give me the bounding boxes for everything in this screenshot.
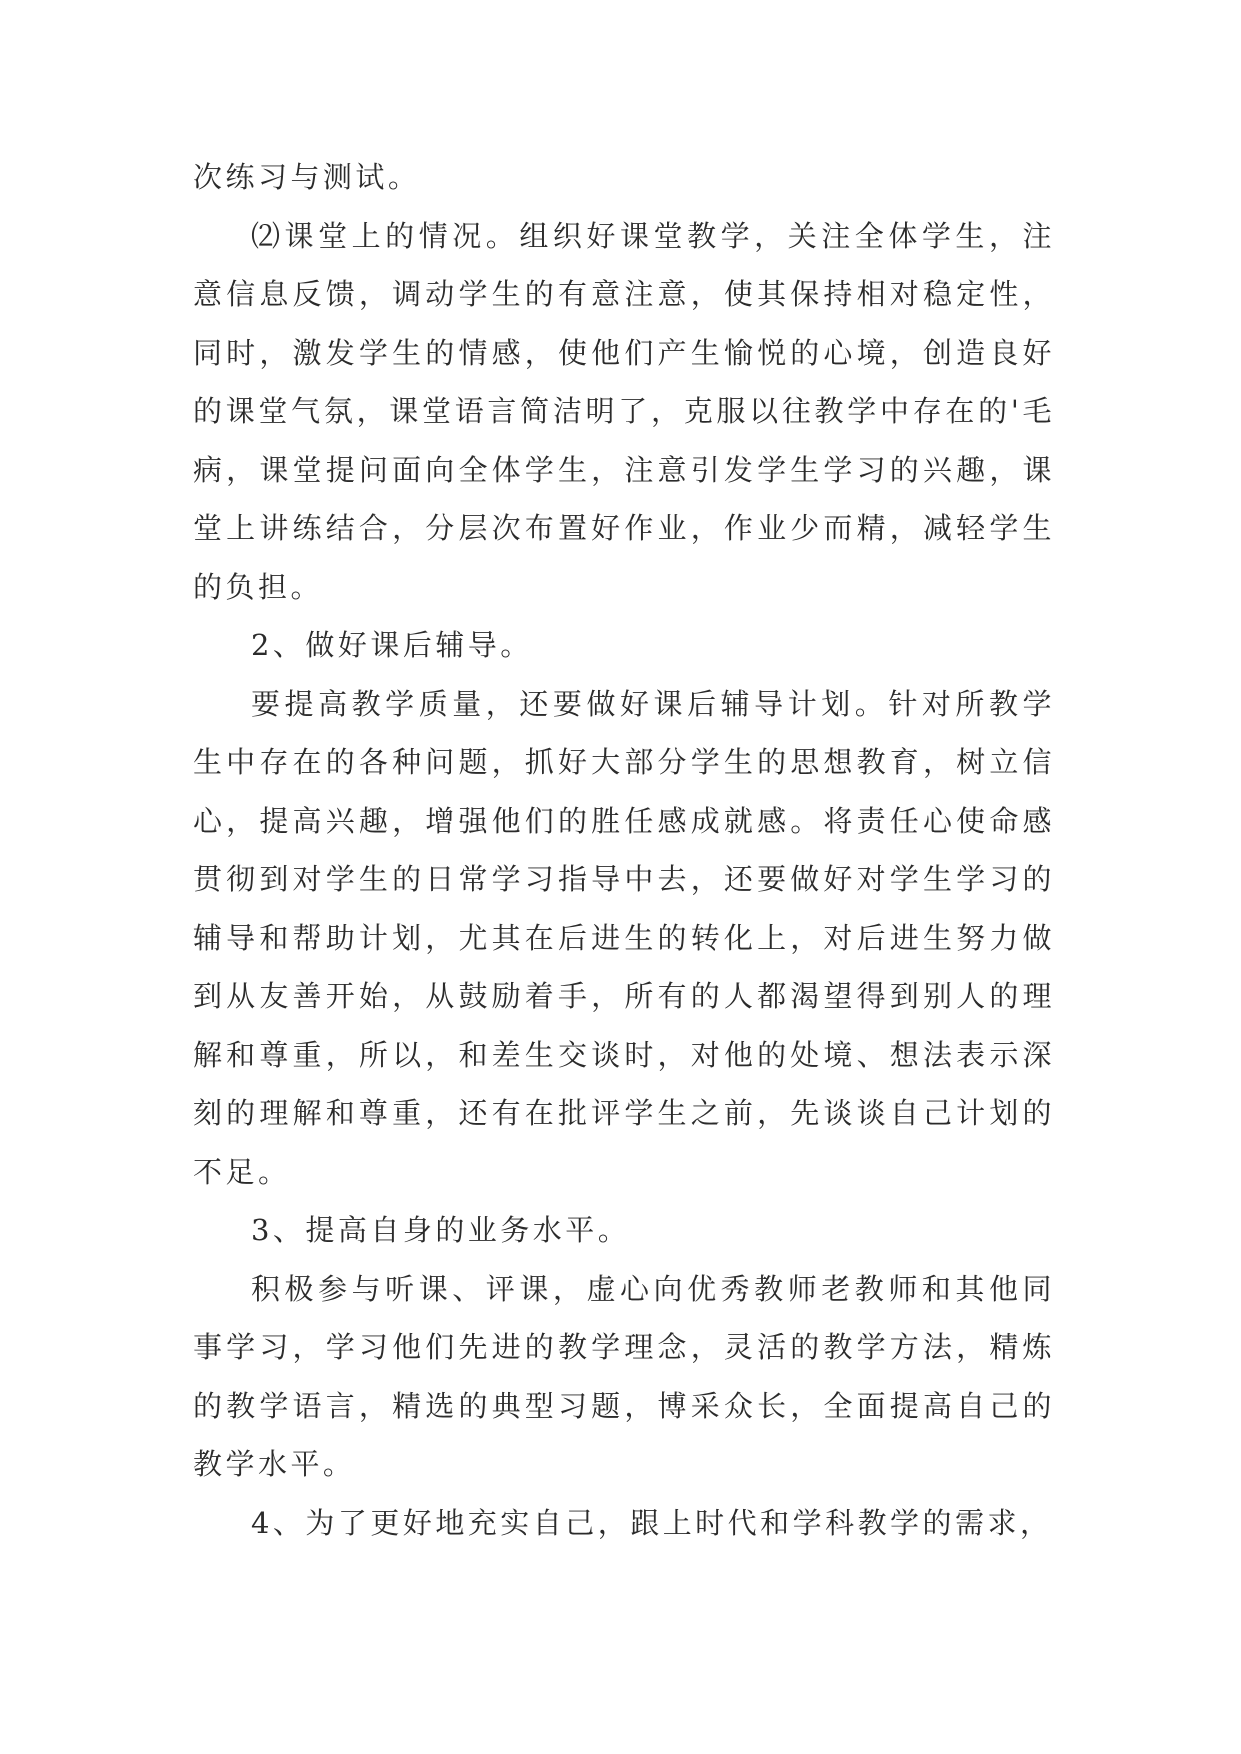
- heading-after-class-tutoring: 2、做好课后辅导。: [251, 628, 533, 662]
- paragraph-tutoring-plan: 要提高教学质量，还要做好课后辅导计划。针对所教学生中存在的各种问题，抓好大部分学生的思想教育，树立信心，提高兴趣，增强他们的胜任感成就感。将责任心使命感贯彻到对学生的日常学习指导中去，还要做好对学生学习的辅导和帮助计划，尤其在后进生的转化上，对后进生努力做到从友善开始，从鼓励着手，所有的人都渴望得到别人的理解和尊重，所以，和差生交谈时，对他的处境、想法表示深刻的理解和尊重，还有在批评学生之前，先谈谈自己计划的不足。: [193, 686, 1055, 1189]
- document-page: [193, 148, 1055, 1552]
- paragraph-continuation: 次练习与测试。: [193, 160, 421, 194]
- paragraph-self-improvement: 4、为了更好地充实自己，跟上时代和学科教学的需求，: [251, 1505, 1053, 1540]
- paragraph-classroom-situation: ⑵课堂上的情况。组织好课堂教学，关注全体学生，注意信息反馈，调动学生的有意注意，使其保持相对稳定性，同时，激发学生的情感，使他们产生愉悦的心境，创造良好的课堂气氛，课堂语言简洁明了，克服以往教学中存在的'毛病，课堂提问面向全体学生，注意引发学生学习的兴趣，课堂上讲练结合，分层次布置好作业，作业少而精，减轻学生的负担。: [193, 218, 1055, 604]
- heading-professional-level: 3、提高自身的业务水平。: [251, 1213, 631, 1247]
- paragraph-lesson-observation: 积极参与听课、评课，虚心向优秀教师老教师和其他同事学习，学习他们先进的教学理念，灵活的教学方法，精炼的教学语言，精选的典型习题，博采众长，全面提高自己的教学水平。: [193, 1271, 1055, 1481]
